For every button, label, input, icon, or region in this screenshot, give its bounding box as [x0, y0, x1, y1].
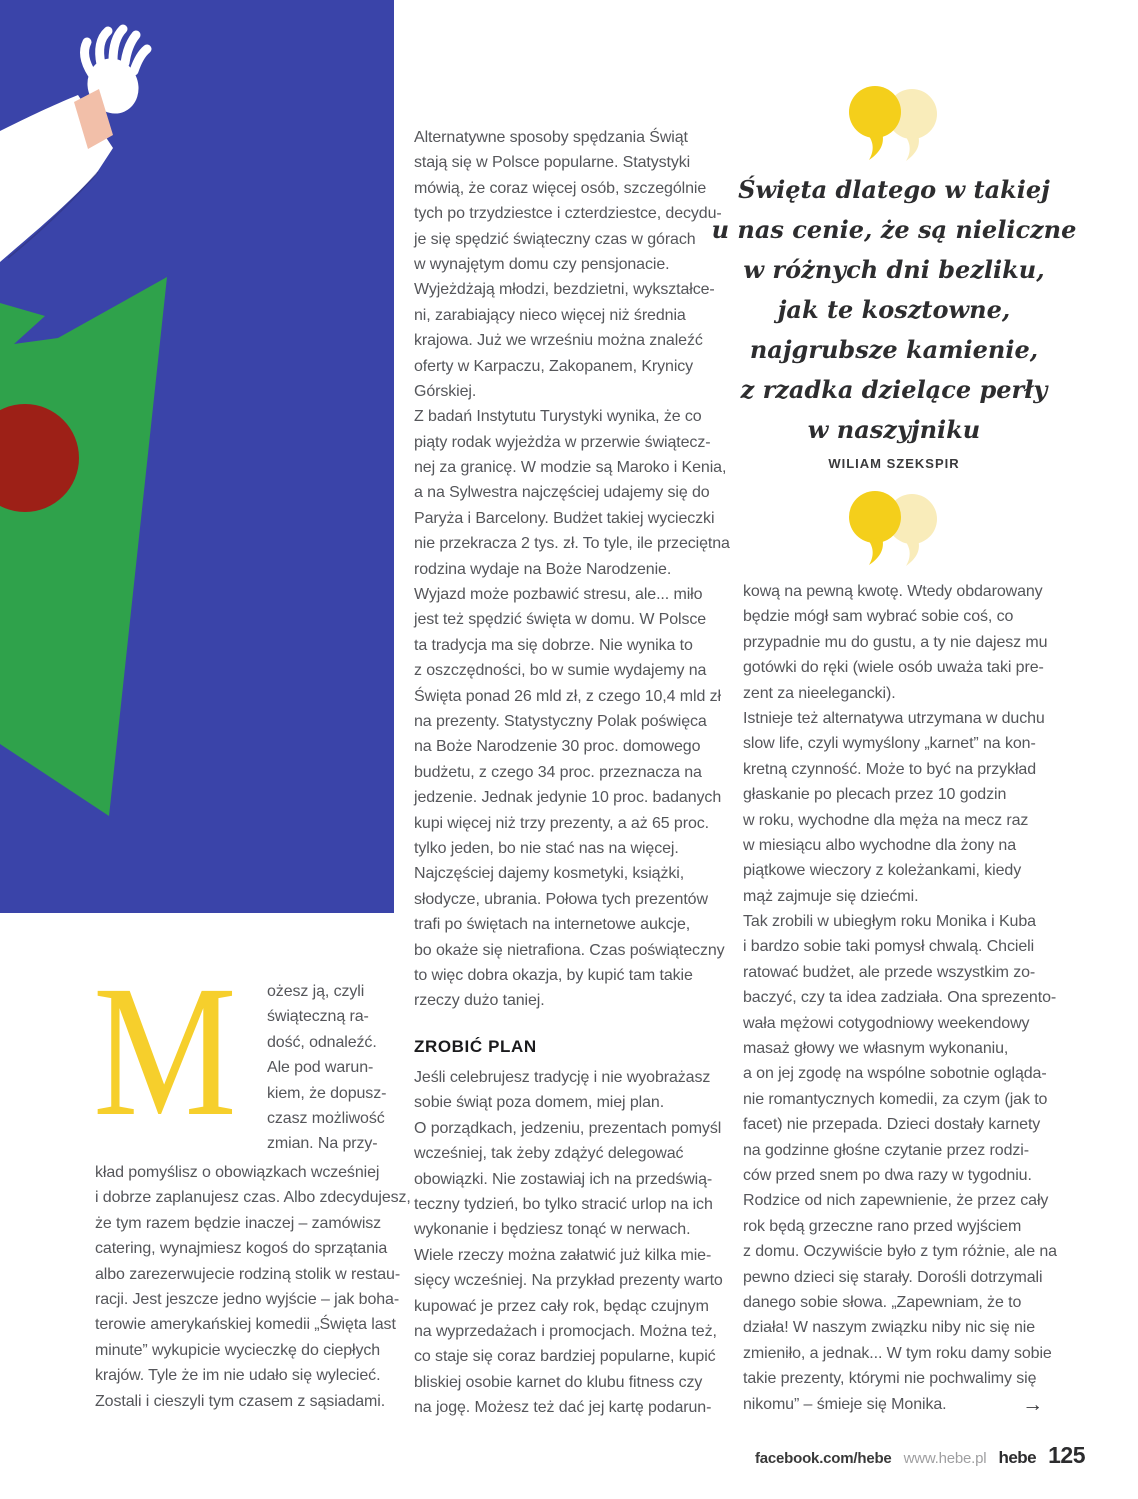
text-line: rok będą grzeczne rano przed wyjściem [743, 1217, 1022, 1235]
quote-attribution: WILIAM SZEKSPIR [828, 456, 960, 471]
text-line: na wyprzedażach i promocjach. Można też, [414, 1322, 717, 1340]
text-line: teczny tydzień, bo tylko stracić urlop na ich [414, 1196, 713, 1214]
text-line: terowie amerykańskiej komedii „Święta last [95, 1316, 396, 1334]
last-line-row [743, 1392, 1043, 1417]
middle-paragraph-2 [414, 1065, 746, 1420]
text-line: bliskiej osobie karnet do klubu fitness czy [414, 1373, 703, 1391]
text-line: budżetu, z czego 34 proc. przeznacza na [414, 763, 702, 781]
text-line: stają się w Polsce popularne. Statystyki [414, 154, 691, 172]
text-line: kową na pewną kwotę. Wtedy obdarowany [743, 583, 1043, 600]
text-line: nie romantycznych komedii, za czym (jak to [743, 1090, 1048, 1108]
text-line: Jeśli celebrujesz tradycję i nie wyobrażasz [414, 1069, 711, 1087]
text-line: Rodzice od nich zapewnienie, że przez cały [743, 1192, 1049, 1210]
right-paragraphs [743, 579, 1077, 1392]
text-line: minute” wykupicie wycieczkę do ciepłych [95, 1341, 381, 1359]
text-line: Ale pod warun- [267, 1059, 374, 1077]
text-line: głaskanie po plecach przez 10 godzin [743, 786, 1007, 804]
middle-column [414, 125, 746, 1421]
text-line: sobie świąt poza domem, miej plan. [414, 1094, 665, 1112]
text-line: slow life, czyli wymyślony „karnet” na kon- [743, 735, 1036, 753]
text-line: mówią, że coraz więcej osób, szczególnie [414, 179, 707, 197]
quotation-marks-icon-2 [848, 485, 940, 571]
text-line: Alternatywne sposoby spędzania Świąt [414, 129, 688, 146]
page-footer [755, 1442, 1085, 1469]
text-line: oferty w Karpaczu, Zakopanem, Krynicy [414, 357, 694, 375]
quote-line: w różnych dni bezliku, [743, 255, 1045, 284]
text-line: z domu. Oczywiście było z tym różnie, ale na [743, 1243, 1057, 1261]
text-line: piątkowe wieczory z koleżankami, kiedy [743, 862, 1022, 880]
text-line: zmian. Na przy- [267, 1135, 378, 1153]
text-line: na prezenty. Statystyczny Polak poświęca [414, 712, 707, 730]
text-line: na jogę. Możesz też dać jej kartę podarun- [414, 1399, 712, 1417]
text-line: baczyć, czy ta idea zadziała. Ona sprezento- [743, 989, 1057, 1007]
text-line: na Boże Narodzenie 30 proc. domowego [414, 738, 701, 756]
text-line: pewno dzieci się starały. Dorośli dotrzymali [743, 1268, 1043, 1286]
text-line: takie prezenty, którymi nie pochwalimy się [743, 1370, 1037, 1388]
text-line: Święta ponad 26 mld zł, z czego 10,4 mld zł [414, 687, 721, 705]
text-line: mąż zajmuje się dziećmi. [743, 887, 919, 905]
christmas-illustration [0, 0, 394, 913]
text-line: w miesiącu albo wychodne dla żony na [743, 836, 1017, 854]
text-line: nie przekracza 2 tys. zł. To tyle, ile przeciętna [414, 535, 730, 553]
text-line: ców przed snem po dwa razy w tygodniu. [743, 1166, 1032, 1184]
text-line: O porządkach, jedzeniu, prezentach pomyśl [414, 1119, 722, 1137]
text-line: wykonanie i będziesz tonąć w nerwach. [414, 1221, 691, 1239]
text-line: przypadnie mu do gustu, a ty nie dajesz mu [743, 633, 1048, 651]
text-line: że tym razem będzie inaczej – zamówisz [95, 1214, 382, 1232]
text-line: Zostali i cieszyli tym czasem z sąsiadami. [95, 1392, 386, 1410]
text-line: z oszczędności, bo w sumie wydajemy na [414, 662, 707, 680]
text-line: rzeczy dużo taniej. [414, 992, 545, 1010]
text-line: Górskiej. [414, 382, 477, 400]
text-line: i dobrze zaplanujesz czas. Albo zdecydujesz, [95, 1189, 411, 1207]
text-line: masaż głowy we własnym wykonaniu, [743, 1040, 1009, 1058]
text-line: Z badań Instytutu Turystyki wynika, że co [414, 408, 702, 426]
text-line: co staje się coraz bardziej popularne, kupić [414, 1348, 716, 1366]
quotation-marks-icon [848, 80, 940, 166]
text-line: Paryża i Barcelony. Budżet takiej wycieczki [414, 509, 715, 527]
quote-line: najgrubsze kamienie, [749, 335, 1039, 364]
text-line: krajów. Tyle że im nie udało się wylecieć. [95, 1367, 381, 1385]
text-line: kupi więcej niż trzy prezenty, a aż 65 proc. [414, 814, 709, 832]
text-line: kład pomyślisz o obowiązkach wcześniej [95, 1164, 380, 1181]
text-line: ratować budżet, ale przede wszystkim zo- [743, 963, 1036, 981]
text-line: obowiązki. Nie zostawiaj ich na przedświą- [414, 1170, 713, 1188]
text-line: jedzenie. Jednak jedynie 10 proc. badanych [414, 789, 722, 807]
text-line: bo okaże się nietrafiona. Czas poświąteczny [414, 941, 725, 959]
text-line: i bardzo sobie taki pomysł chwalą. Chcieli [743, 938, 1035, 956]
right-column [743, 579, 1077, 1417]
text-line: sięcy wcześniej. Na przykład prezenty warto [414, 1272, 723, 1290]
facebook-link: facebook.com/hebe [754, 1450, 892, 1467]
text-line: krajowa. Już we wrześniu można znaleźć [414, 332, 703, 350]
text-line: danego sobie słowa. „Zapewniam, że to [743, 1293, 1022, 1311]
website-link: www.hebe.pl [903, 1450, 987, 1467]
text-line: kupować je przez cały rok, będąc czujnym [414, 1297, 709, 1315]
text-line: rodzina wydaje na Boże Narodzenie. [414, 560, 672, 578]
text-line: dość, odnaleźć. [267, 1033, 377, 1051]
text-line: wała mężowi cotygodniowy weekendowy [743, 1014, 1030, 1032]
text-line: to więc dobra okazja, by kupić tam takie [414, 966, 693, 984]
text-line: je się spędzić świąteczny czas w górach [414, 230, 696, 248]
text-line: kiem, że dopusz- [267, 1084, 387, 1102]
yellow-quote-bubble [849, 86, 901, 160]
text-line: kretną czynność. Może to być na przykład [743, 760, 1037, 778]
text-line: słodycze, ubrania. Połowa tych prezentów [414, 890, 708, 908]
text-line: Wyjazd może pozbawić stresu, ale... miło [414, 586, 703, 604]
text-line: racji. Jest jeszcze jedno wyjście – jak boha- [95, 1290, 400, 1308]
text-line: catering, wynajmiesz kogoś do sprzątania [95, 1240, 388, 1258]
text-line: czasz możliwość [267, 1109, 385, 1127]
text-line: Istnieje też alternatywa utrzymana w duchu [743, 709, 1045, 727]
left-column-narrow [267, 979, 395, 1157]
text-line: ni, zarabiający nieco więcej niż średnia [414, 306, 686, 324]
text-line: ta tradycja ma się dobrze. Nie wynika to [414, 636, 693, 654]
text-line: albo zarezerwujecie rodziną stolik w restau- [95, 1265, 401, 1283]
text-line: a na Sylwestra najczęściej udajemy się do [414, 484, 710, 502]
drop-cap: M [93, 946, 237, 1155]
text-line: piąty rodak wyjeżdża w przerwie świątecz- [414, 433, 711, 451]
quote-line: z rzadka dzielące perły [740, 375, 1048, 404]
text-line: gotówki do ręki (wiele osób uważa taki pre- [743, 659, 1044, 677]
quote-line: Święta dlatego w takiej [738, 175, 1050, 204]
brand-logo: hebe [998, 1448, 1037, 1467]
quote-text [705, 170, 1083, 450]
quote-line: w naszyjniku [807, 415, 981, 444]
page-number: 125 [1048, 1442, 1085, 1468]
pull-quote [705, 80, 1083, 571]
text-line: Najczęściej dajemy kosmetyki, książki, [414, 865, 685, 883]
text-line: Tak zrobili w ubiegłym roku Monika i Kuba [743, 913, 1036, 931]
left-column-full [95, 1160, 411, 1414]
text-line: Wiele rzeczy można załatwić już kilka mie- [414, 1246, 712, 1264]
text-line: świąteczną ra- [267, 1008, 369, 1026]
quote-line: u nas cenie, że są nieliczne [711, 215, 1077, 244]
middle-paragraph-1 [414, 125, 746, 1014]
text-line: na godzinne głośne czytanie przez rodzi- [743, 1141, 1029, 1159]
text-line: zmieniło, a jednak... W tym roku damy sobie [743, 1344, 1052, 1362]
text-line: a on jej zgodę na wspólne sobotnie ogląda- [743, 1065, 1047, 1083]
text-line: trafi po świętach na internetowe aukcje, [414, 916, 691, 934]
text-line: wcześniej, tak żeby zdążyć delegować [414, 1145, 684, 1163]
text-line: jest też spędzić święta w domu. W Polsce [414, 611, 707, 629]
text-line: zent za nieelegancki). [743, 684, 896, 702]
text-line: działa! W naszym związku niby nic się nie [743, 1319, 1036, 1337]
quote-line: jak te kosztowne, [777, 295, 1011, 324]
text-line: tylko jeden, bo nie stać nas na więcej. [414, 839, 679, 857]
text-line: w wynajętym domu czy pensjonacie. [414, 255, 670, 273]
text-line: w roku, wychodne dla męża na mecz raz [743, 811, 1029, 829]
text-line: tych po trzydziestce i czterdziestce, decydu- [414, 205, 722, 223]
section-heading: ZROBIĆ PLAN [414, 1036, 537, 1056]
text-line: ożesz ją, czyli [267, 983, 365, 1000]
continue-arrow-icon: → [1022, 1392, 1043, 1416]
text-line: Wyjeżdżają młodzi, bezdzietni, wykształce- [414, 281, 715, 299]
text-line: będzie mógł sam wybrać sobie coś, co [743, 608, 1014, 626]
text-line: nej za granicę. W modzie są Maroko i Kenia, [414, 459, 727, 477]
text-line: facet) nie przepada. Dzieci dostały karnety [743, 1116, 1041, 1134]
text-line: nikomu” – śmieje się Monika. [743, 1395, 947, 1413]
